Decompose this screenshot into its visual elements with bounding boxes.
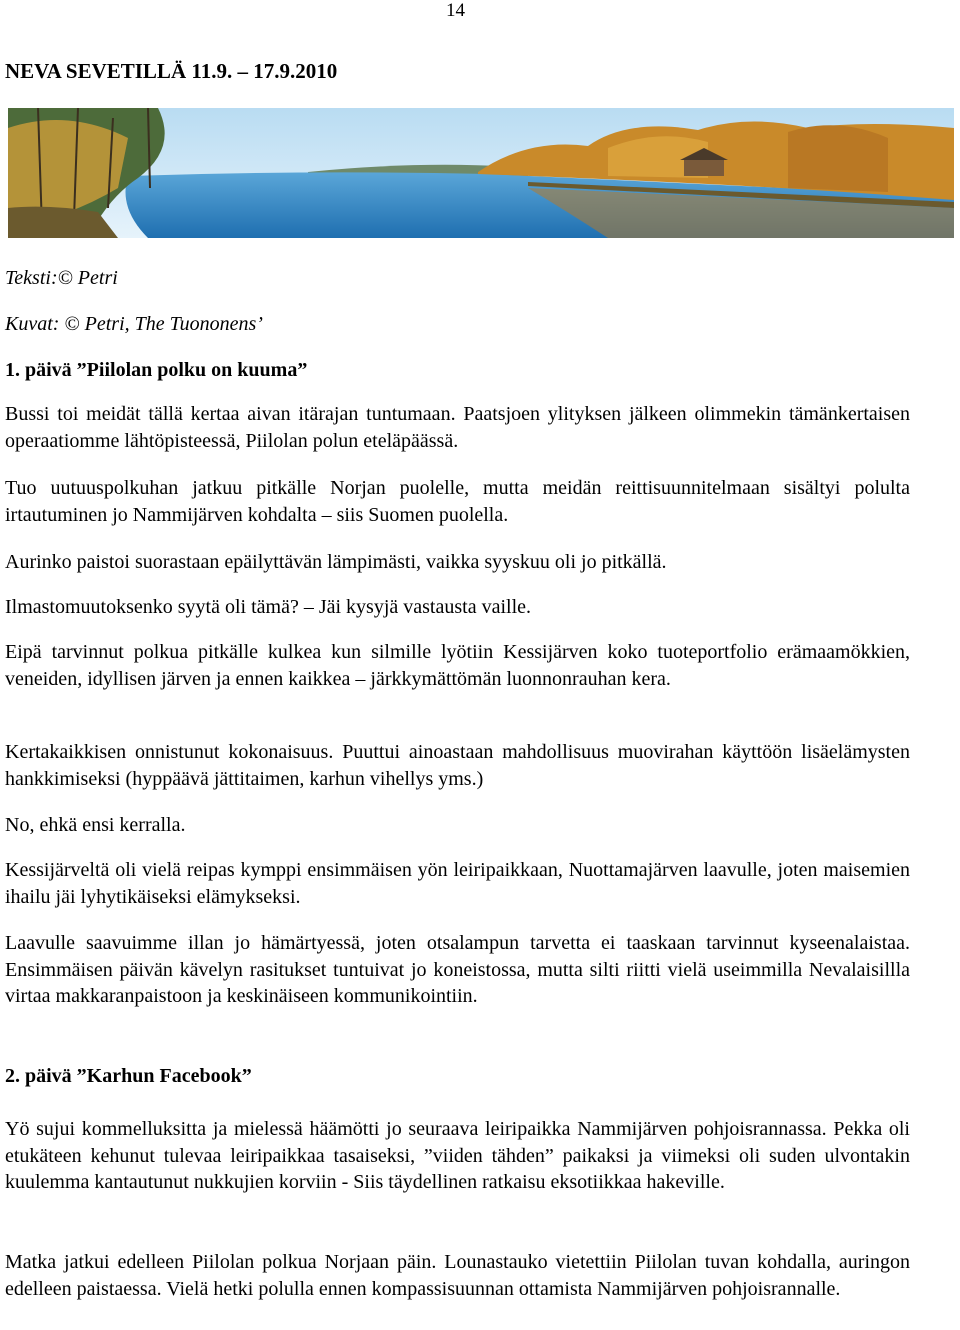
paragraph: Eipä tarvinnut polkua pitkälle kulkea kun silmille lyötiin Kessijärven koko tuoteportfolio erämaamökkien, veneiden, idyllisen järven ja ennen kaikkea – järkkymättömän luonnonrauhan kera. (5, 641, 910, 690)
paragraph: Yö sujui kommelluksitta ja mielessä häämötti jo seuraava leiripaikka Nammijärven pohjoisrannassa. Pekka oli etukäteen kehunut tulevaa leiripaikkaa tasaiseksi, ”viiden tähden” paikaksi ja viimeksi oli suden ulvontakin kuulemma kantautunut nukkujien korviin - Siis täydellinen ratkaisu eksotiikkaa hakeville. (5, 1118, 910, 1194)
paragraph: Kessijärveltä oli vielä reipas kymppi ensimmäisen yön leiripaikkaan, Nuottamajärven laavulle, joten maisemien ihailu jäi lyhytikäiseksi elämykseksi. (5, 859, 910, 908)
paragraph: Matka jatkui edelleen Piilolan polkua Norjaan päin. Lounastauko vietettiin Piilolan tuvan kohdalla, auringon edelleen paistaessa. Vielä hetki polulla ennen kompassisuunnan ottamista Nammijärven pohjoisrannalle. (5, 1251, 910, 1300)
photo-credit: Kuvat: © Petri, The Tuononens’ (5, 313, 263, 335)
day2-heading: 2. päivä ”Karhun Facebook” (5, 1065, 252, 1087)
document-title: NEVA SEVETILLÄ 11.9. – 17.9.2010 (5, 59, 338, 83)
paragraph: Ilmastomuutoksenko syytä oli tämä? – Jäi kysyjä vastausta vaille. (5, 596, 532, 618)
day1-heading: 1. päivä ”Piilolan polku on kuuma” (5, 359, 308, 381)
lake-landscape-photo (8, 108, 954, 238)
paragraph: Laavulle saavuimme illan jo hämärtyessä, joten otsalampun tarvetta ei taaskaan tarvinnut kyseenalaistaa. Ensimmäisen päivän kävelyn rasitukset tuntuivat jo koneistossa, mutta silti riitti vielä useimmilla Nevalaisillla virtaa makkaranpaistoon ja keskinäiseen kommunikointiin. (5, 932, 910, 1008)
paragraph: Kertakaikkisen onnistunut kokonaisuus. Puuttui ainoastaan mahdollisuus muovirahan käyttöön lisäelämysten hankkimiseksi (hyppäävä jättitaimen, karhun vihellys yms.) (5, 741, 910, 790)
paragraph: Bussi toi meidät tällä kertaa aivan itärajan tuntumaan. Paatsjoen ylityksen jälkeen olimmekin tämänkertaisen operaatiomme lähtöpisteessä, Piilolan polun eteläpäässä. (5, 403, 910, 452)
paragraph: No, ehkä ensi kerralla. (5, 814, 186, 836)
paragraph: Aurinko paistoi suorastaan epäilyttävän lämpimästi, vaikka syyskuu oli jo pitkällä. (5, 551, 667, 573)
text-credit: Teksti:© Petri (5, 267, 118, 289)
page-number: 14 (446, 0, 465, 21)
paragraph: Tuo uutuuspolkuhan jatkuu pitkälle Norjan puolelle, mutta meidän reittisuunnitelmaan sisältyi polulta irtautuminen jo Nammijärven kohdalta – siis Suomen puolella. (5, 477, 910, 526)
